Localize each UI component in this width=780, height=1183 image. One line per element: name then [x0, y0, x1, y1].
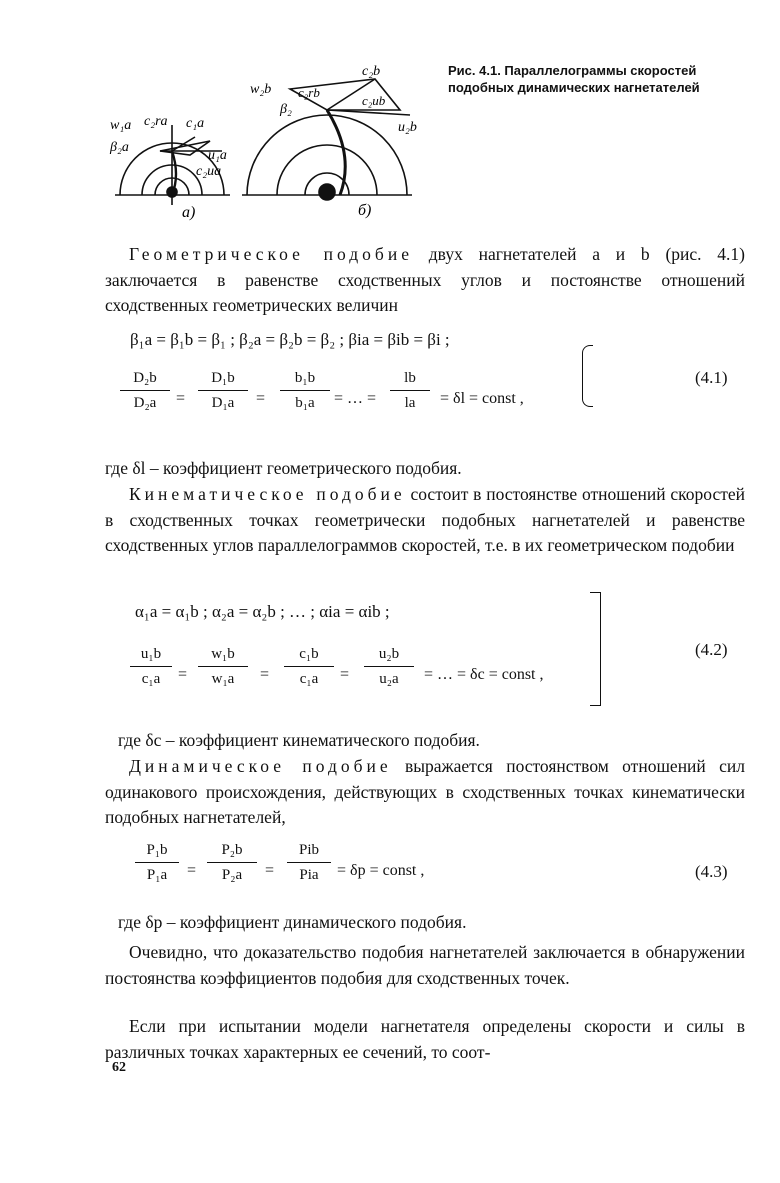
definition-delta-p: где δp – коэффициент динамического подобия. — [118, 912, 467, 932]
fraction: c₁b c₁a — [284, 644, 334, 689]
fraction: D₁b D₁a — [198, 368, 248, 413]
paragraph-text: двух нагнетателей а и b (рис. 4.1) заключается в равенстве сходственных углов и постоянстве отношений сходственных геометрических величин — [105, 244, 745, 315]
paragraph-text: состоит в постоянстве отношений скоростей в сходственных точках геометрически подобных нагнетателей и равенстве сходственных углов параллелограммов скоростей, т.е. в их геометрическом подобии — [105, 484, 745, 555]
fraction: P₁b P₁a — [135, 840, 179, 885]
fraction: D₂b D₂a — [120, 368, 170, 413]
velocity-parallelograms-drawing — [100, 55, 430, 230]
panel-a-label: а) — [182, 204, 196, 221]
definition-delta-l: где δl – коэффициент геометрического подобия. — [105, 458, 462, 478]
label-w2b: w₂b — [250, 82, 272, 97]
brace — [590, 592, 601, 706]
equation-4-1-line1: β₁a = β₁b = β₁ ; β₂a = β₂b = β₂ ; βia = βib = βi ; — [130, 330, 450, 349]
label-c2b: c₂b — [362, 64, 381, 79]
equation-4-3-result: = δp = const , — [337, 862, 425, 879]
label-c2ua: c₂ua — [196, 164, 222, 179]
label-c2ub: c₂ub — [362, 93, 386, 108]
fraction: Pib Pia — [287, 840, 331, 885]
fraction: u₂b u₂a — [364, 644, 414, 689]
paragraph-text: выражается постоянством отношений сил одинакового происхождения, действующих в сходственных точках кинематически подобных нагнетателей, — [105, 756, 746, 827]
fraction: P₂b P₂a — [207, 840, 257, 885]
fraction: b₁b b₁a — [280, 368, 330, 413]
figure-caption: Рис. 4.1. Параллелограммы скоростей подобных динамических нагнетателей — [448, 63, 700, 95]
figure-4-1 — [100, 55, 430, 230]
fraction: lb la — [390, 368, 430, 413]
panel-b-drawing — [242, 79, 412, 200]
brace — [582, 345, 593, 407]
paragraph-model-testing: Если при испытании модели нагнетателя определены скорости и силы в различных точках характерных ее сечений, то соот- — [105, 1016, 745, 1062]
page-number: 62 — [112, 1060, 126, 1075]
equation-number-4-3: (4.3) — [695, 862, 728, 881]
label-u2b: u₂b — [398, 120, 417, 135]
equation-4-2-fractions: u₁b c₁a = w₁b w₁a = c₁b c₁a = u₂b u₂a = … = δc = const , — [130, 644, 590, 714]
equation-number-4-2: (4.2) — [695, 640, 728, 659]
label-w1a: w₁a — [110, 118, 132, 133]
term-geometric-similarity: Геометрическое подобие — [129, 244, 413, 264]
paragraph-kinematic-similarity — [105, 482, 745, 559]
paragraph-proof-of-similarity: Очевидно, что доказательство подобия нагнетателей заключается в обнаружении постоянства коэффициентов подобия для сходственных точек. — [105, 942, 745, 988]
label-c2ra: c₂ra — [144, 114, 168, 129]
label-beta2a: β₂a — [110, 140, 129, 155]
equation-4-2-result: = … = δc = const , — [424, 666, 544, 683]
equation-4-1-result: = δl = const , — [440, 390, 524, 407]
panel-b-label: б) — [358, 202, 372, 219]
term-kinematic-similarity: Кинематическое подобие — [129, 484, 406, 504]
paragraph-dynamic-similarity — [105, 754, 745, 831]
definition-delta-c: где δc – коэффициент кинематического подобия. — [118, 730, 480, 750]
label-u1a: u₁a — [208, 148, 227, 163]
term-dynamic-similarity: Динамическое подобие — [129, 756, 392, 776]
fraction: w₁b w₁a — [198, 644, 248, 689]
equation-4-1-fractions: D₂b D₂a = D₁b D₁a = b₁b b₁a = … = lb la = δl = const , — [120, 368, 580, 438]
label-c1a: c₁a — [186, 116, 205, 131]
label-c2rb: c₂rb — [298, 85, 320, 100]
equation-4-2-line1: α₁a = α₁b ; α₂a = α₂b ; … ; αia = αib ; — [135, 602, 390, 621]
equation-4-3: P₁b P₁a = P₂b P₂a = Pib Pia = δp = const , — [135, 840, 495, 906]
fraction: u₁b c₁a — [130, 644, 172, 689]
paragraph-geometric-similarity — [105, 242, 745, 319]
equation-number-4-1: (4.1) — [695, 368, 728, 387]
label-beta2: β₂ — [280, 102, 292, 117]
